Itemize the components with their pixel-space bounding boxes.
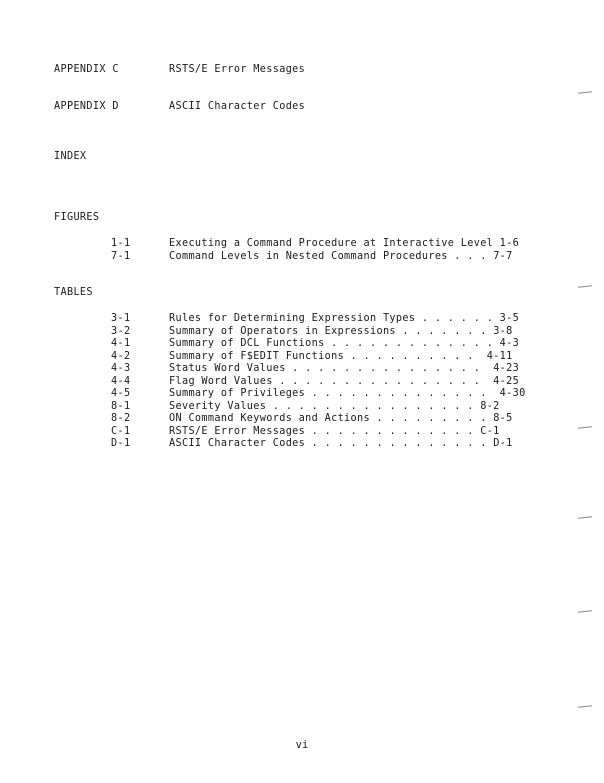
table-number: 4-4 [111,375,131,387]
table-entry [169,363,519,375]
table-entry [169,426,500,438]
table-page: 3-5 [499,313,520,324]
appendix-d-title: ASCII Character Codes [169,101,306,112]
dot-leader: . . . . . . . . . . . . . . [305,388,487,399]
table-entry [169,413,513,425]
table-number: 4-1 [111,338,131,349]
index-label: INDEX [54,151,87,162]
dot-leader: . . . . . . . . . . [344,350,474,362]
table-entry [169,376,519,388]
table-title: Summary of Privileges [169,388,306,399]
table-title: Status Word Values [169,363,286,374]
dot-leader: . . . . . . . . . . . . . . [305,438,487,449]
table-number: 4-2 [111,350,131,362]
figure-title: Command Levels in Nested Command Procedures [169,251,448,262]
table-page: 8-2 [480,400,500,412]
table-title: Rules for Determining Expression Types [169,313,416,324]
table-title: Summary of F$EDIT Functions [169,350,345,362]
scan-mark [578,516,592,518]
dot-leader: . . . . . . . . . . . . . . . [285,363,481,374]
dot-leader: . . . . . . . . . . . . . [305,425,474,437]
table-title: Flag Word Values [169,375,273,387]
dot-leader: . . . . . . . . . [370,413,487,424]
dot-leader: . . . . . . . . . . . . . [324,338,494,349]
figure-entry [169,238,519,250]
table-number: C-1 [111,425,131,437]
table-entry [169,388,526,400]
table-title: RSTS/E Error Messages [169,425,306,437]
table-title: Summary of Operators in Expressions [169,325,396,337]
table-title: Severity Values [169,400,267,412]
table-number: 3-1 [111,313,131,324]
dot-leader: . . . [447,251,487,262]
table-entry [169,313,519,325]
appendix-c-title: RSTS/E Error Messages [169,64,306,75]
figure-page: 7-7 [493,251,513,262]
table-page: 4-25 [493,375,520,387]
scan-mark [578,610,592,612]
table-number: 3-2 [111,325,131,337]
figure-page: 1-6 [499,238,520,249]
figure-number: 1-1 [111,238,131,249]
table-entry [169,326,513,338]
table-page: C-1 [480,425,500,437]
scan-mark [578,426,592,428]
table-title: ASCII Character Codes [169,438,306,449]
table-number: 8-1 [111,400,131,412]
table-page: D-1 [493,438,513,449]
table-page: 4-30 [499,388,526,399]
table-page: 3-8 [493,325,513,337]
table-page: 4-23 [493,363,520,374]
table-entry [169,438,513,450]
appendix-c-label: APPENDIX C [54,64,119,75]
table-entry [169,338,519,350]
figure-title: Executing a Command Procedure at Interactive Level [169,238,494,249]
dot-leader: . . . . . . [415,313,494,324]
dot-leader: . . . . . . . . . . . . . . . . [272,375,481,387]
figure-number: 7-1 [111,251,131,262]
table-page: 8-5 [493,413,513,424]
table-number: 8-2 [111,413,131,424]
table-number: 4-3 [111,363,131,374]
figures-heading: FIGURES [54,212,100,223]
page-number: vi [295,739,309,751]
scan-mark [578,285,592,287]
table-page: 4-11 [486,350,513,362]
scan-mark [578,705,592,707]
table-title: ON Command Keywords and Actions [169,413,370,424]
table-number: 4-5 [111,388,131,399]
dot-leader: . . . . . . . . . . . . . . . . [266,400,474,412]
table-title: Summary of DCL Functions [169,338,325,349]
scan-mark [578,91,592,93]
table-number: D-1 [111,438,131,449]
table-entry [169,351,513,363]
tables-heading: TABLES [54,287,93,298]
appendix-d-label: APPENDIX D [54,101,119,112]
figure-entry [169,251,513,263]
dot-leader: . . . . . . . [395,325,487,337]
table-page: 4-3 [499,338,520,349]
table-entry [169,401,500,413]
